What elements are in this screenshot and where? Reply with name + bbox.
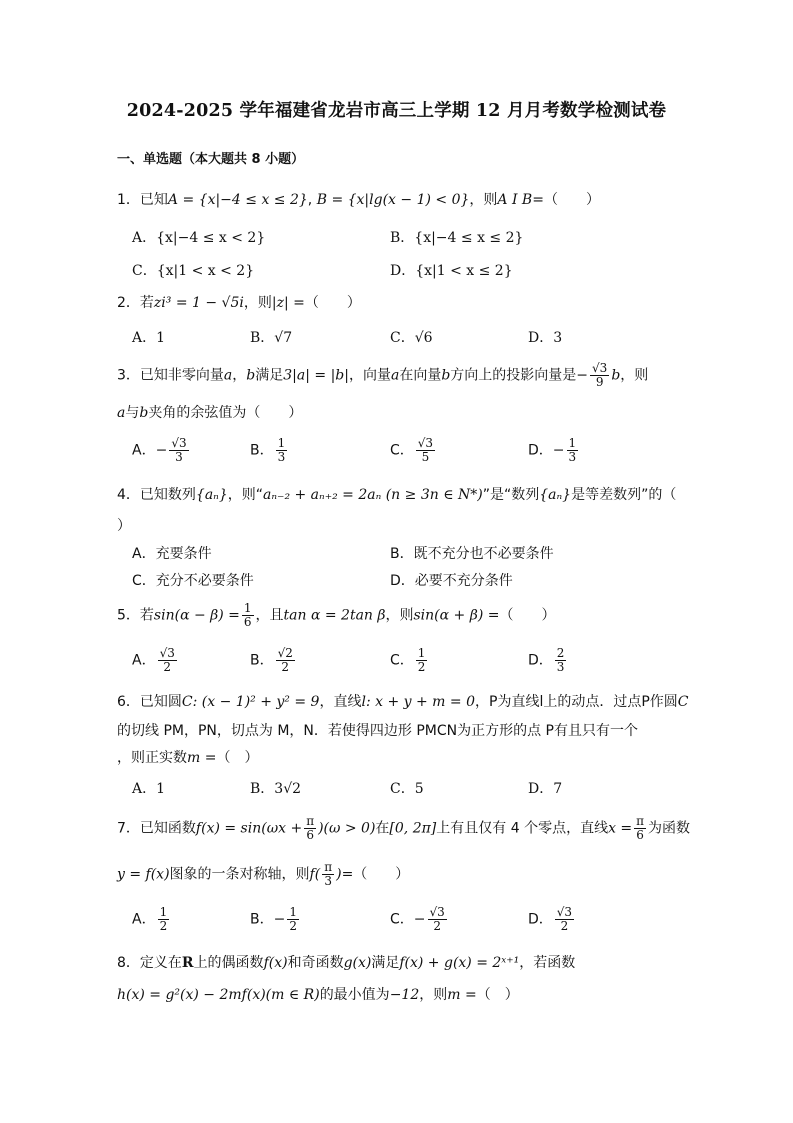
q3-vector-a: a [223,367,233,384]
q1-set-b: B = {x|lg(x − 1) < 0} [316,192,470,208]
q3-stem: 3．已知非零向量 [117,367,224,384]
q6-circle: C: (x − 1)² + y² = 9 [181,694,320,710]
q8-relation: f(x) + g(x) = 2ˣ⁺¹ [399,955,520,971]
q3-vector-a-3: a [117,405,126,421]
q5-stem-b: ，且 [255,607,284,624]
q6-option-d[interactable]: D．7 [528,781,563,797]
question-8-line-2 [117,985,682,1005]
question-4 [117,485,682,505]
q5-stem-c: ，则 [385,607,414,624]
q4-sequence: {aₙ} [195,487,228,503]
q1-stem-c: =（ ） [532,192,600,208]
q5-stem: 5．若 [117,607,154,624]
q7-line-x: x = [608,820,633,837]
q5-expr1: sin(α − β) = [153,607,240,624]
q7-stem-b: 在 [375,820,390,837]
q3-option-a[interactable]: A．− $\frac{√3}{3}$ [132,436,187,464]
q6-line3-a: ，则正实数 [117,750,187,766]
q8-m: m = [447,987,477,1003]
q6-stem-d: P为直线 [489,694,540,710]
question-3: 3．已知非零向量a，b满足3|a| = |b|，向量a在向量b方向上的投影向量是− $\frac{√3}{9}$ b，则 [117,361,649,389]
q3-vector-b-3: b [611,367,621,384]
q5-fraction: $\frac{1}{6}$ [243,601,252,629]
q7-function: f(x) = sin(ωx + [195,820,303,837]
q7-stem: 7．已知函数 [117,820,196,837]
exam-title: 2024-2025 学年福建省龙岩市高三上学期 12 月月考数学检测试卷 [126,101,667,121]
q3-vector-b-4: b [139,405,149,421]
q2-option-d[interactable]: D．3 [528,330,563,346]
q5-option-c[interactable]: C． $\frac{1}{2}$ [390,646,426,674]
q4-option-c[interactable]: C．充分不必要条件 [132,573,254,589]
q5-expr2: tan α = 2tan β [283,607,386,624]
q7-line2-d: ) [336,866,342,883]
q4-option-a[interactable]: A．充要条件 [132,546,212,562]
q8-line2-f: （ ） [476,987,519,1003]
q7-line2-b: 图象的一条对称轴，则 [169,866,310,883]
q6-stem: 6．已知圆 [117,694,182,710]
q8-stem-h: ，若函数 [519,955,576,971]
q6-stem-b: ，直线 [319,694,362,710]
q4-condition: aₙ₋₂ + aₙ₊₂ = 2aₙ (n ≥ 3n ∈ N*) [263,487,483,503]
q8-stem-b: 上的偶函数 [193,955,264,971]
q2-stem: 2．若 [117,295,154,311]
q7-function-fraction: $\frac{\pi}{6}$ [306,814,315,842]
q5-option-b[interactable]: B． $\frac{√2}{2}$ [250,646,293,674]
q2-option-b[interactable]: B．√7 [250,330,293,346]
q6-stem-e: l上的动点．过点 [539,694,642,710]
q3-stem-f: 方向上的投影向量是 [450,367,577,384]
q1-stem: 1．已知 [117,192,168,208]
q6-stem-c: ， [475,694,489,710]
q1-option-a[interactable]: A．{x|−4 ≤ x < 2} [132,230,266,246]
question-4-line-2 [117,516,682,536]
q3-stem-e: 在向量 [399,367,442,384]
q7-line2-e: =（ ） [341,866,410,883]
q5-stem-d: （ ） [499,607,556,624]
q3-line2: 与 [125,405,140,421]
q7-interval: [0, 2π] [389,820,437,837]
q6-stem-g: C [677,694,689,710]
q4-stem-c: ”是“数列 [482,487,540,503]
question-5 [117,602,682,629]
q4-option-b[interactable]: B．既不充分也不必要条件 [390,546,554,562]
q5-option-d[interactable]: D． $\frac{2}{3}$ [528,646,565,674]
q7-line-fraction: $\frac{\pi}{6}$ [636,814,645,842]
question-6-line-2: 的切线 PM，PN，切点为 M，N．若使得四边形 PMCN为正方形的点 P有且只有一个 [117,723,638,739]
q7-option-c[interactable]: C．− $\frac{√3}{2}$ [390,905,445,933]
q6-line3-c: （ ） [216,750,259,766]
q7-arg-fraction: $\frac{\pi}{3}$ [324,860,333,888]
q8-f: f(x) [263,955,288,971]
q7-option-a[interactable]: A． $\frac{1}{2}$ [132,905,168,933]
q6-line3-b: m = [187,750,217,766]
q8-line2-b: 的最小值为 [319,987,390,1003]
q2-expr: |z| = [271,295,305,311]
q3-option-d[interactable]: D．− $\frac{1}{3}$ [528,436,577,464]
q1-set-a: A = {x|−4 ≤ x ≤ 2} [167,192,308,208]
q2-equation: zi³ = 1 − √5i [153,295,244,311]
q3-stem-c: 满足 [255,367,284,384]
question-3-line-2 [117,403,682,423]
q1-option-d[interactable]: D．{x|1 < x ≤ 2} [390,263,513,279]
q7-line2-c: f( [309,866,321,883]
q3-condition: 3|a| = |b| [283,367,349,384]
q4-sequence-2: {aₙ} [539,487,572,503]
q3-option-b[interactable]: B． $\frac{1}{3}$ [250,436,286,464]
q4-option-d[interactable]: D．必要不充分条件 [390,573,513,589]
q3-stem-d: ，向量 [348,367,391,384]
q1-option-b[interactable]: B．{x|−4 ≤ x ≤ 2} [390,230,524,246]
question-7 [117,814,691,842]
q2-stem-b: ，则 [243,295,272,311]
q7-option-b[interactable]: B．− $\frac{1}{2}$ [250,905,297,933]
question-1: 1．已知A = {x|−4 ≤ x ≤ 2}, B = {x|lg(x − 1) < 0}，则A I B=（ ） [117,192,600,208]
q2-option-c[interactable]: C．√6 [390,330,433,346]
question-6-line-3 [117,748,682,768]
q4-stem-d: 是等差数列”的（ [571,487,677,503]
q8-min-value: −12 [389,987,420,1003]
q3-vector-b-2: b [441,367,451,384]
q5-option-a[interactable]: A． $\frac{√3}{2}$ [132,646,175,674]
q4-line2: ） [117,518,131,534]
question-2 [117,293,682,313]
q1-stem-b: ，则 [469,192,498,208]
q2-option-a[interactable]: A．1 [132,330,166,346]
q7-function-b: )(ω > 0) [318,820,376,837]
q1-option-c[interactable]: C．{x|1 < x < 2} [132,263,255,279]
q4-stem: 4．已知数列 [117,487,196,503]
q3-vector-b: b [246,367,256,384]
q7-option-d[interactable]: D． $\frac{√3}{2}$ [528,905,573,933]
q3-vector-a-2: a [390,367,400,384]
q7-stem-d: 为函数 [648,820,691,837]
question-6 [117,692,689,712]
q7-line2-a: y = f(x) [117,866,170,883]
q8-g: g(x) [343,955,372,971]
q8-stem-d: 和奇函数 [287,955,344,971]
q6-option-a[interactable]: A．1 [132,781,166,797]
q6-option-b[interactable]: B．3√2 [250,781,302,797]
q8-h: h(x) = g²(x) − 2mf(x)(m ∈ R) [117,987,320,1003]
section-heading: 一、单选题（本大题共 8 小题） [117,152,305,167]
q6-stem-f: P作圆 [641,694,678,710]
question-8 [117,953,682,973]
q8-real-set: R [181,955,194,971]
q5-expr3: sin(α + β) = [413,607,500,624]
q1-expr: A I B [497,192,533,208]
q3-sep: ， [232,367,247,384]
q3-line2-b: 夹角的余弦值为（ ） [148,405,303,421]
q8-stem-f: 满足 [371,955,400,971]
q3-stem-g: ，则 [620,367,649,384]
q8-stem: 8．定义在 [117,955,182,971]
q6-option-c[interactable]: C．5 [390,781,424,797]
q8-line2-d: ，则 [419,987,448,1003]
question-7-line-2 [117,861,682,888]
q6-line: l: x + y + m = 0 [361,694,475,710]
q2-stem-c: （ ） [304,295,361,311]
q3-projection-fraction: $\frac{√3}{9}$ [592,361,608,389]
q7-stem-c: 上有且仅有 4 个零点，直线 [436,820,609,837]
q4-stem-b: ，则“ [227,487,264,503]
q3-option-c[interactable]: C． $\frac{√3}{5}$ [390,436,434,464]
